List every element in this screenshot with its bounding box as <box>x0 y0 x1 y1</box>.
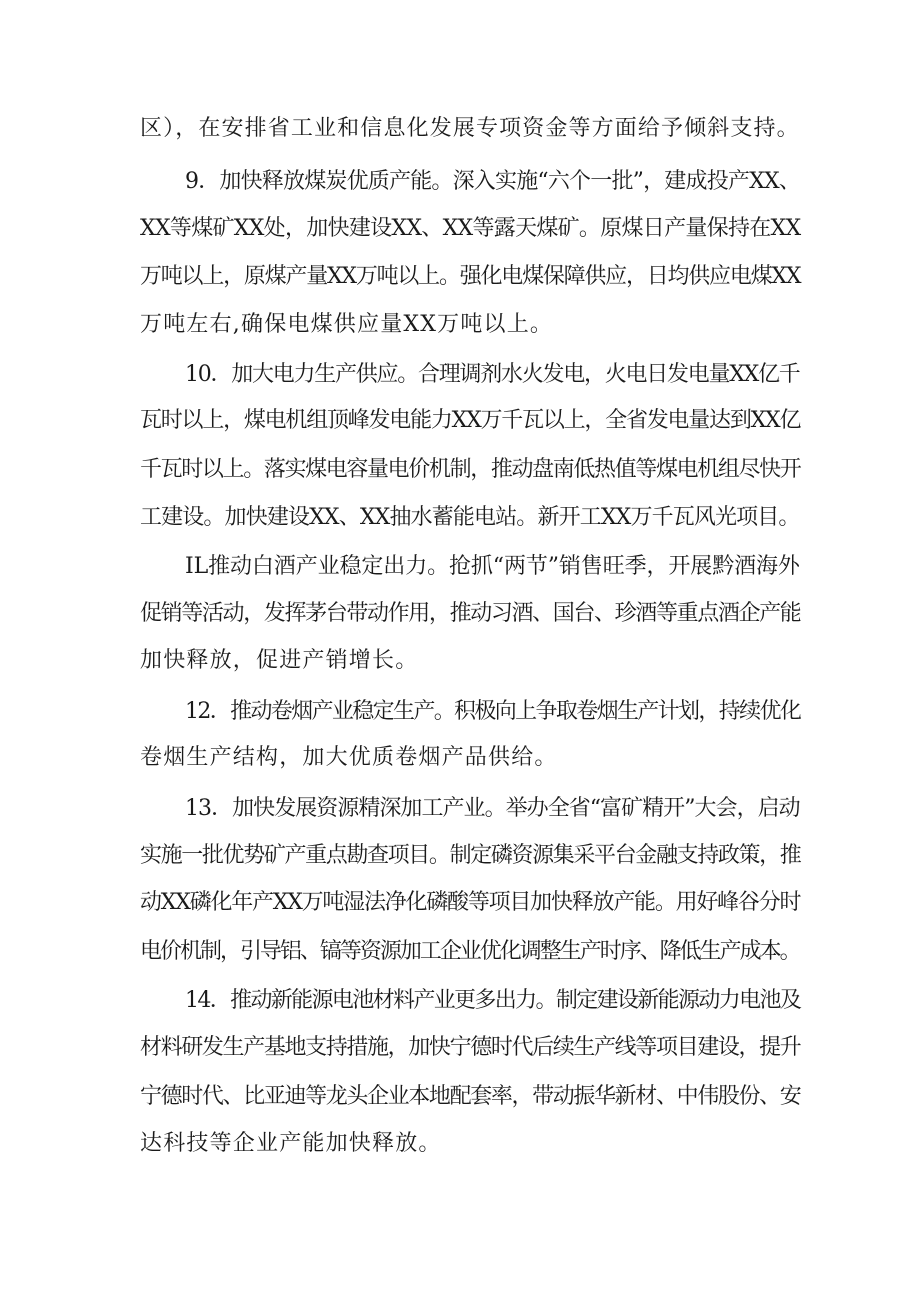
paragraph-9-line-2: XX等煤矿XX处，加快建设XX、XX等露天煤矿。原煤日产量保持在XX <box>140 216 801 241</box>
paragraph-13-line-4: 电价机制，引导铝、镐等资源加工企业优化调整生产时序、降低生产成本。 <box>140 939 800 964</box>
paragraph-10-line-2: 瓦时以上，煤电机组顶峰发电能力XX万千瓦以上，全省发电量达到XX亿 <box>140 408 801 433</box>
paragraph-14-line-3: 宁德时代、比亚迪等龙头企业本地配套率，带动振华新材、中伟股份、安 <box>140 1084 801 1109</box>
paragraph-11-line-1: IL推动白酒产业稳定出力。抢抓“两节”销售旺季，开展黔酒海外 <box>185 554 800 579</box>
paragraph-10-line-1: 10．加大电力生产供应。合理调剂水火发电，火电日发电量XX亿千 <box>185 362 800 387</box>
paragraph-14-line-1: 14．推动新能源电池材料产业更多出力。制定建设新能源动力电池及 <box>185 988 801 1013</box>
paragraph-9-line-3: 万吨以上，原煤产量XX万吨以上。强化电煤保障供应，日均供应电煤XX <box>140 264 801 289</box>
paragraph-12-line-1: 12．推动卷烟产业稳定生产。积极向上争取卷烟生产计划，持续优化 <box>185 699 801 724</box>
paragraph-10-line-4: 工建设。加快建设XX、XX抽水蓄能电站。新开工XX万千瓦风光项目。 <box>140 505 800 530</box>
paragraph-10-line-3: 千瓦时以上。落实煤电容量电价机制，推动盘南低热值等煤电机组尽快开 <box>140 457 801 482</box>
text-line: 区），在安排省工业和信息化发展专项资金等方面给予倾斜支持。 <box>140 116 800 141</box>
paragraph-13-line-3: 动XX磷化年产XX万吨湿法净化磷酸等项目加快释放产能。用好峰谷分时 <box>140 890 801 915</box>
paragraph-12-line-2: 卷烟生产结构，加大优质卷烟产品供给。 <box>140 745 558 770</box>
paragraph-11-line-2: 促销等活动，发挥茅台带动作用，推动习酒、国台、珍酒等重点酒企产能 <box>140 601 801 626</box>
paragraph-9-line-1: 9．加快释放煤炭优质产能。深入实施“六个一批”，建成投产XX、 <box>185 169 801 194</box>
paragraph-14-line-2: 材料研发生产基地支持措施，加快宁德时代后续生产线等项目建设，提升 <box>140 1035 801 1060</box>
paragraph-13-line-1: 13．加快发展资源精深加工产业。举办全省“富矿精开”大会，启动 <box>185 796 800 821</box>
paragraph-11-line-3: 加快释放，促进产销增长。 <box>140 648 419 673</box>
paragraph-13-line-2: 实施一批优势矿产重点勘查项目。制定磷资源集采平台金融支持政策，推 <box>140 843 801 868</box>
paragraph-14-line-4: 达科技等企业产能加快释放。 <box>140 1131 442 1156</box>
paragraph-9-line-4: 万吨左右,确保电煤供应量XX万吨以上。 <box>140 312 554 337</box>
